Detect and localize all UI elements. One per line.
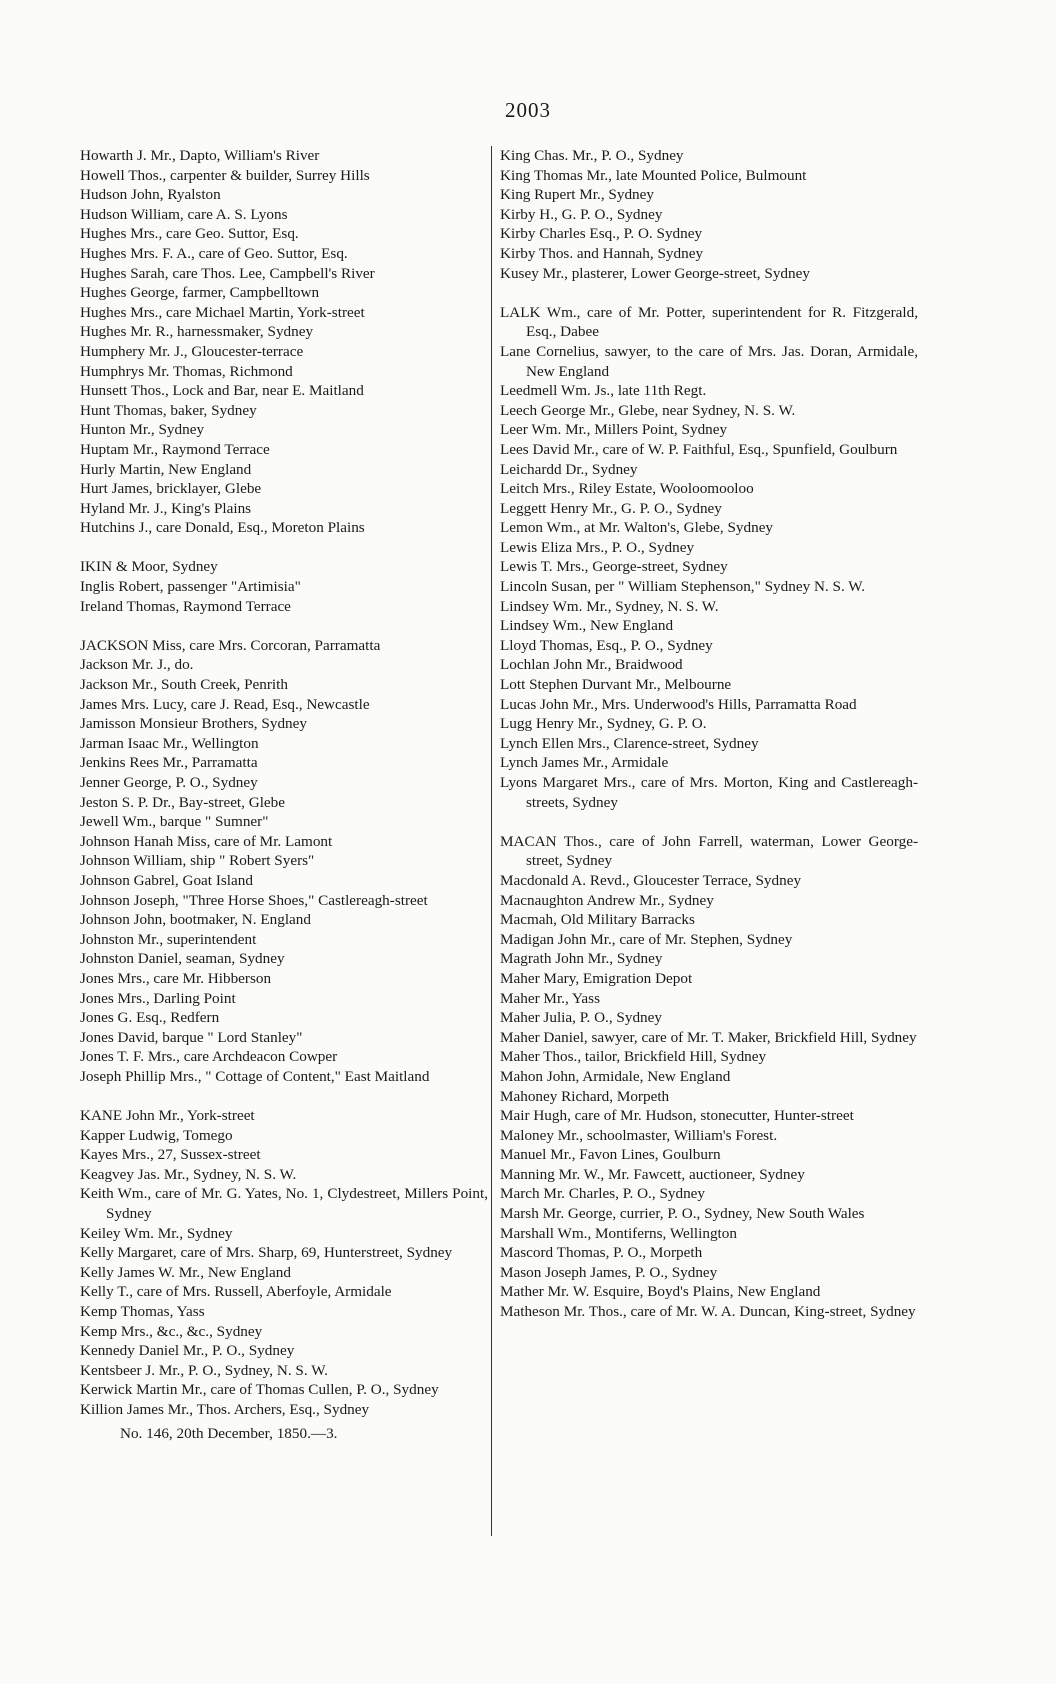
- directory-entry: Maloney Mr., schoolmaster, William's Forest.: [500, 1126, 778, 1144]
- directory-entry: Jenkins Rees Mr., Parramatta: [80, 754, 258, 772]
- directory-entry: Keiley Wm. Mr., Sydney: [80, 1224, 233, 1242]
- directory-entry: Jones David, barque " Lord Stanley": [80, 1028, 303, 1046]
- directory-entry: Jamisson Monsieur Brothers, Sydney: [80, 715, 307, 733]
- directory-entry: Lindsey Wm. Mr., Sydney, N. S. W.: [500, 597, 719, 615]
- directory-entry: Lewis T. Mrs., George-street, Sydney: [500, 558, 728, 576]
- directory-entry: Jones G. Esq., Redfern: [80, 1009, 220, 1027]
- directory-entry: Maher Thos., tailor, Brickfield Hill, Sydney: [500, 1048, 767, 1066]
- directory-entry: Lucas John Mr., Mrs. Underwood's Hills, Parramatta Road: [500, 695, 857, 713]
- directory-entry: LALK Wm., care of Mr. Potter, superintendent for R. Fitzgerald, Esq., Dabee: [500, 303, 918, 341]
- directory-entry: Johnson William, ship " Robert Syers": [80, 852, 315, 870]
- directory-entry: Leitch Mrs., Riley Estate, Wooloomooloo: [500, 480, 754, 498]
- directory-entry: King Rupert Mr., Sydney: [500, 186, 654, 204]
- directory-entry: Kennedy Daniel Mr., P. O., Sydney: [80, 1342, 295, 1360]
- directory-entry: Kelly James W. Mr., New England: [80, 1263, 291, 1281]
- directory-entry: Jenner George, P. O., Sydney: [80, 774, 258, 791]
- directory-entry: King Thomas Mr., late Mounted Police, Bulmount: [500, 166, 807, 184]
- directory-entry: Mahon John, Armidale, New England: [500, 1067, 731, 1085]
- directory-entry: March Mr. Charles, P. O., Sydney: [500, 1185, 706, 1203]
- directory-entry: Hunt Thomas, baker, Sydney: [80, 401, 257, 419]
- directory-entry: Magrath John Mr., Sydney: [500, 950, 663, 968]
- section-gap: [80, 538, 488, 558]
- directory-entry: Lyons Margaret Mrs., care of Mrs. Morton, King and Castlereagh-streets, Sydney: [500, 774, 918, 811]
- directory-entry: Hunton Mr., Sydney: [80, 421, 205, 439]
- directory-entry: Jackson Mr., South Creek, Penrith: [80, 676, 288, 694]
- directory-entry: Johnston Daniel, seaman, Sydney: [80, 950, 285, 968]
- directory-entry: Lemon Wm., at Mr. Walton's, Glebe, Sydney: [500, 519, 774, 537]
- directory-entry: Kemp Thomas, Yass: [80, 1303, 205, 1321]
- directory-entry: Maher Mary, Emigration Depot: [500, 969, 693, 987]
- directory-entry: Lees David Mr., care of W. P. Faithful, Esq., Spunfield, Goulburn: [500, 440, 898, 458]
- directory-entry: Leggett Henry Mr., G. P. O., Sydney: [500, 499, 722, 517]
- directory-entry: Kirby Charles Esq., P. O. Sydney: [500, 225, 703, 243]
- directory-entry: Huptam Mr., Raymond Terrace: [80, 440, 270, 458]
- directory-entry: Keagvey Jas. Mr., Sydney, N. S. W.: [80, 1165, 297, 1183]
- directory-entry: Kirby H., G. P. O., Sydney: [500, 205, 663, 223]
- directory-entry: Maher Daniel, sawyer, care of Mr. T. Maker, Brickfield Hill, Sydney: [500, 1028, 917, 1046]
- directory-entry: Jeston S. P. Dr., Bay-street, Glebe: [80, 793, 286, 811]
- directory-entry: Maher Mr., Yass: [500, 989, 600, 1007]
- directory-entry: Jarman Isaac Mr., Wellington: [80, 734, 259, 752]
- directory-entry: Kelly Margaret, care of Mrs. Sharp, 69, Hunterstreet, Sydney: [80, 1244, 453, 1262]
- directory-entry: Lynch James Mr., Armidale: [500, 754, 669, 772]
- directory-entry: Hughes Sarah, care Thos. Lee, Campbell's River: [80, 264, 375, 282]
- directory-entry: Hutchins J., care Donald, Esq., Moreton Plains: [80, 519, 365, 537]
- directory-entry: Johnson Hanah Miss, care of Mr. Lamont: [80, 832, 333, 850]
- directory-entry: Maher Julia, P. O., Sydney: [500, 1009, 662, 1027]
- directory-entry: Manning Mr. W., Mr. Fawcett, auctioneer, Sydney: [500, 1165, 805, 1183]
- directory-entry: Mascord Thomas, P. O., Morpeth: [500, 1244, 703, 1262]
- directory-entry: Kentsbeer J. Mr., P. O., Sydney, N. S. W.: [80, 1361, 328, 1379]
- directory-entry: Leichardd Dr., Sydney: [500, 460, 638, 478]
- directory-entry: Marsh Mr. George, currier, P. O., Sydney, New South Wales: [500, 1205, 865, 1223]
- directory-entry: Lochlan John Mr., Braidwood: [500, 656, 683, 674]
- directory-entry: Hurly Martin, New England: [80, 460, 252, 478]
- directory-entry: Hughes Mrs., care Michael Martin, York-street: [80, 303, 365, 321]
- directory-entry: Ireland Thomas, Raymond Terrace: [80, 597, 291, 615]
- directory-entry: Matheson Mr. Thos., care of Mr. W. A. Duncan, King-street, Sydney: [500, 1303, 916, 1321]
- directory-entry: Keith Wm., care of Mr. G. Yates, No. 1, Clydestreet, Millers Point, Sydney: [80, 1185, 488, 1223]
- directory-entry: Jewell Wm., barque " Sumner": [80, 813, 269, 831]
- directory-entry: Kapper Ludwig, Tomego: [80, 1126, 233, 1144]
- directory-entry: Manuel Mr., Favon Lines, Goulburn: [500, 1146, 721, 1164]
- directory-entry: Hudson John, Ryalston: [80, 186, 221, 204]
- directory-entry: Hughes Mrs., care Geo. Suttor, Esq.: [80, 225, 299, 243]
- directory-entry: Hyland Mr. J., King's Plains: [80, 499, 252, 517]
- left-column: [80, 146, 488, 1443]
- directory-entry: Mather Mr. W. Esquire, Boyd's Plains, New England: [500, 1283, 821, 1301]
- directory-entry: Macmah, Old Military Barracks: [500, 911, 695, 929]
- directory-entry: Kayes Mrs., 27, Sussex-street: [80, 1146, 261, 1164]
- directory-entry: Jackson Mr. J., do.: [80, 656, 194, 674]
- directory-entry: Jones T. F. Mrs., care Archdeacon Cowper: [80, 1048, 338, 1066]
- directory-entry: Inglis Robert, passenger "Artimisia": [80, 578, 301, 596]
- directory-entry: Lewis Eliza Mrs., P. O., Sydney: [500, 538, 695, 556]
- page-footer: No. 146, 20th December, 1850.—3.: [120, 1424, 338, 1442]
- directory-entry: Kusey Mr., plasterer, Lower George-street, Sydney: [500, 264, 810, 282]
- directory-entry: JACKSON Miss, care Mrs. Corcoran, Parramatta: [80, 636, 381, 654]
- directory-entry: Hughes George, farmer, Campbelltown: [80, 284, 320, 302]
- directory-entry: Mahoney Richard, Morpeth: [500, 1087, 670, 1105]
- directory-entry: Hughes Mr. R., harnessmaker, Sydney: [80, 323, 314, 341]
- directory-entry: Joseph Phillip Mrs., " Cottage of Content," East Maitland: [80, 1067, 430, 1085]
- directory-entry: Jones Mrs., care Mr. Hibberson: [80, 969, 272, 987]
- directory-entry: Mair Hugh, care of Mr. Hudson, stonecutter, Hunter-street: [500, 1107, 854, 1125]
- directory-entry: Johnson Gabrel, Goat Island: [80, 871, 253, 889]
- directory-entry: Hughes Mrs. F. A., care of Geo. Suttor, Esq.: [80, 244, 348, 262]
- section-gap: [500, 812, 918, 832]
- directory-entry: Humphery Mr. J., Gloucester-terrace: [80, 342, 304, 360]
- directory-entry: Macdonald A. Revd., Gloucester Terrace, Sydney: [500, 871, 802, 889]
- directory-entry: Johnson John, bootmaker, N. England: [80, 911, 311, 929]
- section-gap: [80, 616, 488, 636]
- directory-entry: Lincoln Susan, per " William Stephenson," Sydney N. S. W.: [500, 578, 866, 596]
- directory-entry: Kerwick Martin Mr., care of Thomas Cullen, P. O., Sydney: [80, 1381, 439, 1399]
- directory-entry: Hurt James, bricklayer, Glebe: [80, 480, 262, 498]
- directory-entry: Jones Mrs., Darling Point: [80, 989, 236, 1007]
- directory-entry: Lloyd Thomas, Esq., P. O., Sydney: [500, 636, 713, 654]
- section-gap: [80, 1087, 488, 1107]
- directory-entry: Howarth J. Mr., Dapto, William's River: [80, 147, 320, 164]
- directory-entry: Mason Joseph James, P. O., Sydney: [500, 1263, 718, 1281]
- page-number: 2003: [505, 98, 551, 122]
- column-divider: [491, 146, 492, 1536]
- directory-entry: Humphrys Mr. Thomas, Richmond: [80, 362, 293, 380]
- directory-entry: James Mrs. Lucy, care J. Read, Esq., Newcastle: [80, 695, 370, 713]
- section-gap: [500, 283, 918, 303]
- directory-entry: Johnston Mr., superintendent: [80, 930, 257, 948]
- directory-entry: Lott Stephen Durvant Mr., Melbourne: [500, 676, 732, 694]
- directory-entry: IKIN & Moor, Sydney: [80, 558, 218, 576]
- directory-entry: Leer Wm. Mr., Millers Point, Sydney: [500, 421, 728, 439]
- directory-entry: Macnaughton Andrew Mr., Sydney: [500, 891, 714, 909]
- directory-entry: Johnson Joseph, "Three Horse Shoes," Castlereagh-street: [80, 891, 428, 909]
- directory-entry: Hunsett Thos., Lock and Bar, near E. Maitland: [80, 382, 364, 400]
- right-column: [500, 146, 918, 1322]
- directory-entry: Marshall Wm., Montiferns, Wellington: [500, 1224, 737, 1242]
- directory-entry: Lane Cornelius, sawyer, to the care of Mrs. Jas. Doran, Armidale, New England: [500, 342, 918, 380]
- directory-entry: Leech George Mr., Glebe, near Sydney, N. S. W.: [500, 401, 796, 419]
- directory-entry: Kemp Mrs., &c., &c., Sydney: [80, 1322, 263, 1340]
- directory-entry: Kelly T., care of Mrs. Russell, Aberfoyle, Armidale: [80, 1283, 392, 1301]
- directory-entry: Hudson William, care A. S. Lyons: [80, 205, 288, 223]
- directory-entry: Kirby Thos. and Hannah, Sydney: [500, 244, 704, 262]
- directory-entry: Lugg Henry Mr., Sydney, G. P. O.: [500, 715, 707, 733]
- directory-entry: Leedmell Wm. Js., late 11th Regt.: [500, 382, 707, 400]
- directory-entry: Lindsey Wm., New England: [500, 617, 674, 635]
- directory-entry: King Chas. Mr., P. O., Sydney: [500, 147, 684, 164]
- directory-entry: Lynch Ellen Mrs., Clarence-street, Sydney: [500, 734, 759, 752]
- directory-entry: MACAN Thos., care of John Farrell, waterman, Lower George-street, Sydney: [500, 832, 918, 870]
- directory-entry: KANE John Mr., York-street: [80, 1107, 255, 1125]
- directory-entry: Madigan John Mr., care of Mr. Stephen, Sydney: [500, 930, 793, 948]
- directory-entry: Howell Thos., carpenter & builder, Surrey Hills: [80, 166, 370, 184]
- directory-entry: Killion James Mr., Thos. Archers, Esq., Sydney: [80, 1401, 370, 1418]
